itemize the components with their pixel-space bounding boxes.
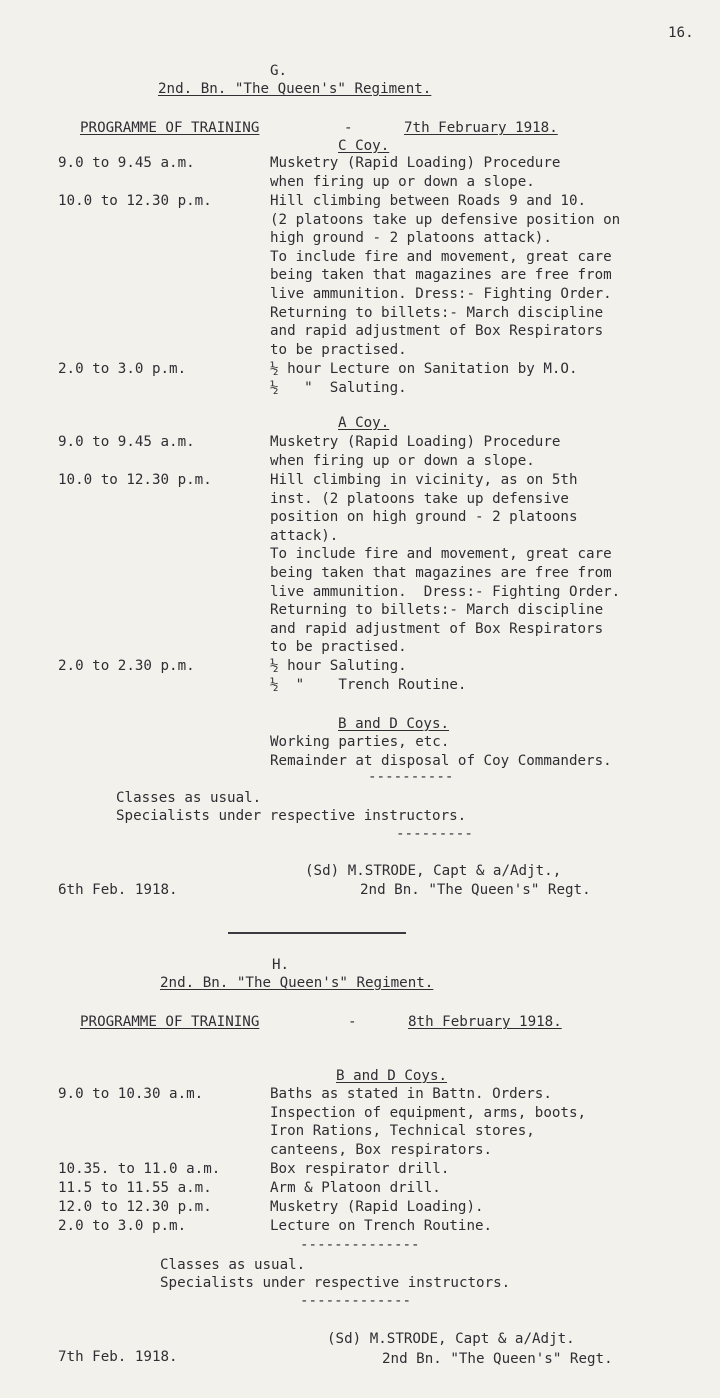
note-line: Classes as usual.	[160, 1257, 306, 1273]
dash-separator: ----------	[368, 769, 454, 785]
entry-line: Musketry (Rapid Loading) Procedure	[270, 155, 561, 171]
entry-line: ½ " Trench Routine.	[270, 676, 467, 693]
entry-line: Returning to billets:- March discipline	[270, 602, 604, 619]
entry-line: and rapid adjustment of Box Respirators	[270, 620, 604, 637]
section-letter: G.	[270, 63, 288, 79]
entry-time: 9.0 to 10.30 a.m.	[58, 1086, 204, 1102]
dash-separator: -------------	[300, 1293, 412, 1309]
signature-line: 2nd Bn. "The Queen's" Regt.	[382, 1351, 613, 1367]
entry-line: inst. (2 platoons take up defensive	[270, 490, 569, 507]
programme-date: 7th February 1918.	[404, 120, 558, 136]
unit-heading: 2nd. Bn. "The Queen's" Regiment.	[160, 975, 434, 991]
note-line: Specialists under respective instructors.	[160, 1275, 511, 1291]
signature-date: 7th Feb. 1918.	[58, 1349, 178, 1365]
entry-time: 9.0 to 9.45 a.m.	[58, 155, 195, 171]
entry-line: when firing up or down a slope.	[270, 173, 535, 190]
entry-time: 10.35. to 11.0 a.m.	[58, 1161, 221, 1177]
entry-line: live ammunition. Dress:- Fighting Order.	[270, 583, 621, 600]
signature-line: 2nd Bn. "The Queen's" Regt.	[360, 882, 591, 898]
group-heading: A Coy.	[338, 415, 390, 431]
signature-date: 6th Feb. 1918.	[58, 882, 178, 898]
note-line: Specialists under respective instructors.	[116, 808, 467, 824]
entry-line: canteens, Box respirators.	[270, 1141, 493, 1158]
entry-line: high ground - 2 platoons attack).	[270, 230, 552, 247]
entry-line: position on high ground - 2 platoons	[270, 509, 578, 526]
entry-line: when firing up or down a slope.	[270, 452, 535, 469]
entry-time: 10.0 to 12.30 p.m.	[58, 193, 212, 209]
programme-date: 8th February 1918.	[408, 1014, 562, 1030]
unit-heading: 2nd. Bn. "The Queen's" Regiment.	[158, 81, 432, 97]
entry-line: Box respirator drill.	[270, 1161, 450, 1177]
entry-time: 2.0 to 3.0 p.m.	[58, 1218, 187, 1234]
entry-line: live ammunition. Dress:- Fighting Order.	[270, 286, 612, 302]
section-divider	[228, 932, 406, 934]
entry-line: being taken that magazines are free from	[270, 267, 612, 284]
entry-line: Musketry (Rapid Loading).	[270, 1199, 484, 1215]
entry-line: Hill climbing in vicinity, as on 5th	[270, 472, 578, 488]
entry-line: Arm & Platoon drill.	[270, 1180, 441, 1196]
entry-line: and rapid adjustment of Box Respirators	[270, 323, 604, 340]
entry-time: 10.0 to 12.30 p.m.	[58, 472, 212, 488]
entry-line: Musketry (Rapid Loading) Procedure	[270, 434, 561, 450]
entry-line: Baths as stated in Battn. Orders.	[270, 1086, 552, 1102]
signature-line: (Sd) M.STRODE, Capt & a/Adjt.	[327, 1331, 575, 1347]
entry-time: 2.0 to 2.30 p.m.	[58, 658, 195, 674]
programme-separator: -	[348, 1014, 357, 1030]
entry-line: Returning to billets:- March discipline	[270, 304, 604, 321]
entry-line: To include fire and movement, great care	[270, 248, 612, 265]
entry-line: to be practised.	[270, 639, 407, 656]
entry-line: ½ hour Lecture on Sanitation by M.O.	[270, 361, 578, 377]
dash-separator: ---------	[396, 826, 473, 842]
entry-line: to be practised.	[270, 341, 407, 358]
group-heading: B and D Coys.	[338, 716, 450, 732]
entry-time: 2.0 to 3.0 p.m.	[58, 361, 187, 377]
entry-line: Remainder at disposal of Coy Commanders.	[270, 752, 612, 769]
programme-title: PROGRAMME OF TRAINING	[80, 120, 260, 136]
entry-time: 11.5 to 11.55 a.m.	[58, 1180, 212, 1196]
entry-line: ½ " Saluting.	[270, 379, 407, 396]
signature-line: (Sd) M.STRODE, Capt & a/Adjt.,	[305, 863, 562, 879]
group-heading: B and D Coys.	[336, 1068, 448, 1084]
entry-line: Hill climbing between Roads 9 and 10.	[270, 193, 587, 209]
entry-line: Iron Rations, Technical stores,	[270, 1123, 535, 1140]
group-heading: C Coy.	[338, 138, 390, 154]
entry-time: 12.0 to 12.30 p.m.	[58, 1199, 212, 1215]
entry-line: Working parties, etc.	[270, 734, 450, 750]
programme-separator: -	[344, 120, 353, 136]
section-letter: H.	[272, 957, 290, 973]
page-number: 16.	[668, 25, 694, 41]
entry-line: being taken that magazines are free from	[270, 565, 612, 581]
entry-line: attack).	[270, 527, 339, 544]
entry-line: ½ hour Saluting.	[270, 658, 407, 674]
programme-title: PROGRAMME OF TRAINING	[80, 1014, 260, 1030]
entry-line: Inspection of equipment, arms, boots,	[270, 1104, 587, 1121]
dash-separator: --------------	[300, 1237, 420, 1253]
entry-line: Lecture on Trench Routine.	[270, 1218, 493, 1234]
entry-time: 9.0 to 9.45 a.m.	[58, 434, 195, 450]
note-line: Classes as usual.	[116, 790, 262, 806]
entry-line: To include fire and movement, great care	[270, 546, 612, 563]
entry-line: (2 platoons take up defensive position on	[270, 211, 621, 228]
